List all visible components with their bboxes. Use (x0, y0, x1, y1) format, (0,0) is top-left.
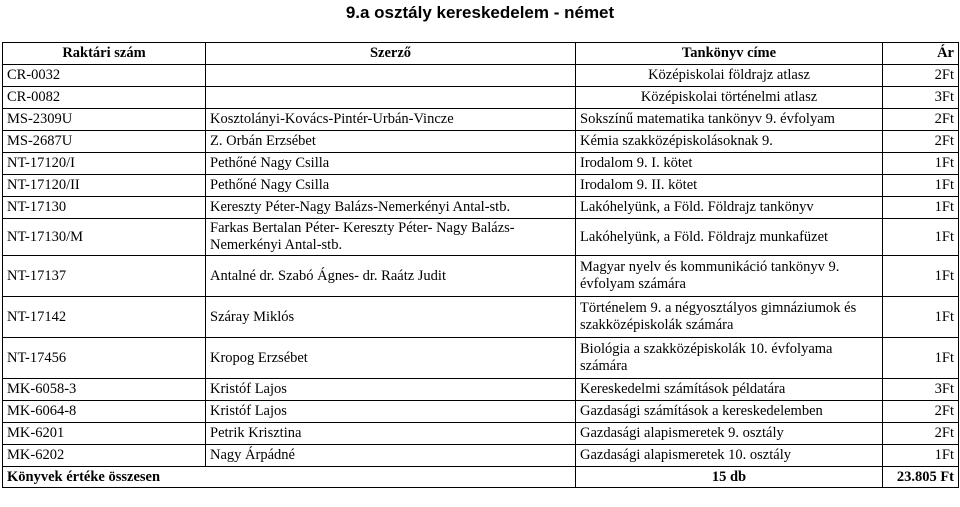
cell-book-title: Gazdasági számítások a kereskedelemben (576, 401, 883, 423)
cell-book-title: Magyar nyelv és kommunikáció tankönyv 9. évfolyam számára (576, 256, 883, 297)
cell-book-title: Biológia a szakközépiskolák 10. évfolyama számára (576, 338, 883, 379)
total-value: 23.805 Ft (883, 467, 959, 488)
table-row (3, 131, 959, 153)
table-row (3, 423, 959, 445)
table-row (3, 401, 959, 423)
cell-author: Kropog Erzsébet (206, 338, 576, 379)
cell-code: MK-6064-8 (3, 401, 206, 423)
table-row (3, 379, 959, 401)
table-row (3, 445, 959, 467)
cell-price: 1Ft (883, 445, 959, 467)
cell-code: NT-17120/I (3, 153, 206, 175)
cell-price: 1Ft (883, 153, 959, 175)
cell-code: MS-2687U (3, 131, 206, 153)
cell-book-title: Kereskedelmi számítások példatára (576, 379, 883, 401)
cell-author: Kristóf Lajos (206, 401, 576, 423)
cell-book-title: Történelem 9. a négyosztályos gimnáziumok és szakközépiskolák számára (576, 297, 883, 338)
cell-author: Száray Miklós (206, 297, 576, 338)
cell-book-title: Lakóhelyünk, a Föld. Földrajz tankönyv (576, 197, 883, 219)
cell-book-title: Sokszínű matematika tankönyv 9. évfolyam (576, 109, 883, 131)
cell-code: MK-6201 (3, 423, 206, 445)
cell-code: NT-17142 (3, 297, 206, 338)
table-row (3, 338, 959, 379)
table-row (3, 87, 959, 109)
cell-price: 2Ft (883, 131, 959, 153)
cell-author: Antalné dr. Szabó Ágnes- dr. Raátz Judit (206, 256, 576, 297)
total-label: Könyvek értéke összesen (3, 467, 576, 488)
cell-author (206, 87, 576, 109)
cell-author: Kosztolányi-Kovács-Pintér-Urbán-Vincze (206, 109, 576, 131)
textbook-table (2, 42, 959, 488)
cell-price: 1Ft (883, 197, 959, 219)
cell-author: Petrik Krisztina (206, 423, 576, 445)
cell-book-title: Irodalom 9. I. kötet (576, 153, 883, 175)
table-row (3, 256, 959, 297)
table-row (3, 153, 959, 175)
total-count: 15 db (576, 467, 883, 488)
page-title: 9.a osztály kereskedelem - német (345, 3, 615, 22)
cell-code: MK-6058-3 (3, 379, 206, 401)
cell-book-title: Irodalom 9. II. kötet (576, 175, 883, 197)
cell-author (206, 65, 576, 87)
cell-code: CR-0082 (3, 87, 206, 109)
cell-code: NT-17130/M (3, 219, 206, 256)
cell-price: 2Ft (883, 423, 959, 445)
cell-code: MS-2309U (3, 109, 206, 131)
table-row (3, 65, 959, 87)
cell-price: 3Ft (883, 87, 959, 109)
table-row (3, 297, 959, 338)
table-row (3, 197, 959, 219)
cell-code: MK-6202 (3, 445, 206, 467)
cell-code: NT-17120/II (3, 175, 206, 197)
cell-book-title: Középiskolai történelmi atlasz (576, 87, 883, 109)
cell-price: 2Ft (883, 401, 959, 423)
cell-author: Z. Orbán Erzsébet (206, 131, 576, 153)
header-author: Szerző (206, 43, 576, 65)
cell-book-title: Gazdasági alapismeretek 9. osztály (576, 423, 883, 445)
cell-author: Kristóf Lajos (206, 379, 576, 401)
cell-code: NT-17137 (3, 256, 206, 297)
cell-author: Farkas Bertalan Péter- Kereszty Péter- Nagy Balázs-Nemerkényi Antal-stb. (206, 219, 576, 256)
cell-author: Pethőné Nagy Csilla (206, 175, 576, 197)
cell-author: Nagy Árpádné (206, 445, 576, 467)
cell-code: CR-0032 (3, 65, 206, 87)
cell-price: 1Ft (883, 219, 959, 256)
cell-book-title: Lakóhelyünk, a Föld. Földrajz munkafüzet (576, 219, 883, 256)
cell-author: Pethőné Nagy Csilla (206, 153, 576, 175)
cell-code: NT-17456 (3, 338, 206, 379)
cell-book-title: Gazdasági alapismeretek 10. osztály (576, 445, 883, 467)
cell-price: 1Ft (883, 338, 959, 379)
cell-author: Kereszty Péter-Nagy Balázs-Nemerkényi Antal-stb. (206, 197, 576, 219)
table-row (3, 175, 959, 197)
cell-price: 2Ft (883, 65, 959, 87)
header-book-title: Tankönyv címe (576, 43, 883, 65)
cell-book-title: Kémia szakközépiskolásoknak 9. (576, 131, 883, 153)
cell-price: 3Ft (883, 379, 959, 401)
table-row (3, 219, 959, 256)
cell-code: NT-17130 (3, 197, 206, 219)
cell-price: 1Ft (883, 256, 959, 297)
cell-book-title: Középiskolai földrajz atlasz (576, 65, 883, 87)
cell-price: 1Ft (883, 297, 959, 338)
header-price: Ár (883, 43, 959, 65)
header-code: Raktári szám (3, 43, 206, 65)
header-row (3, 43, 959, 65)
total-row (3, 467, 959, 488)
table-row (3, 109, 959, 131)
cell-price: 2Ft (883, 109, 959, 131)
cell-price: 1Ft (883, 175, 959, 197)
